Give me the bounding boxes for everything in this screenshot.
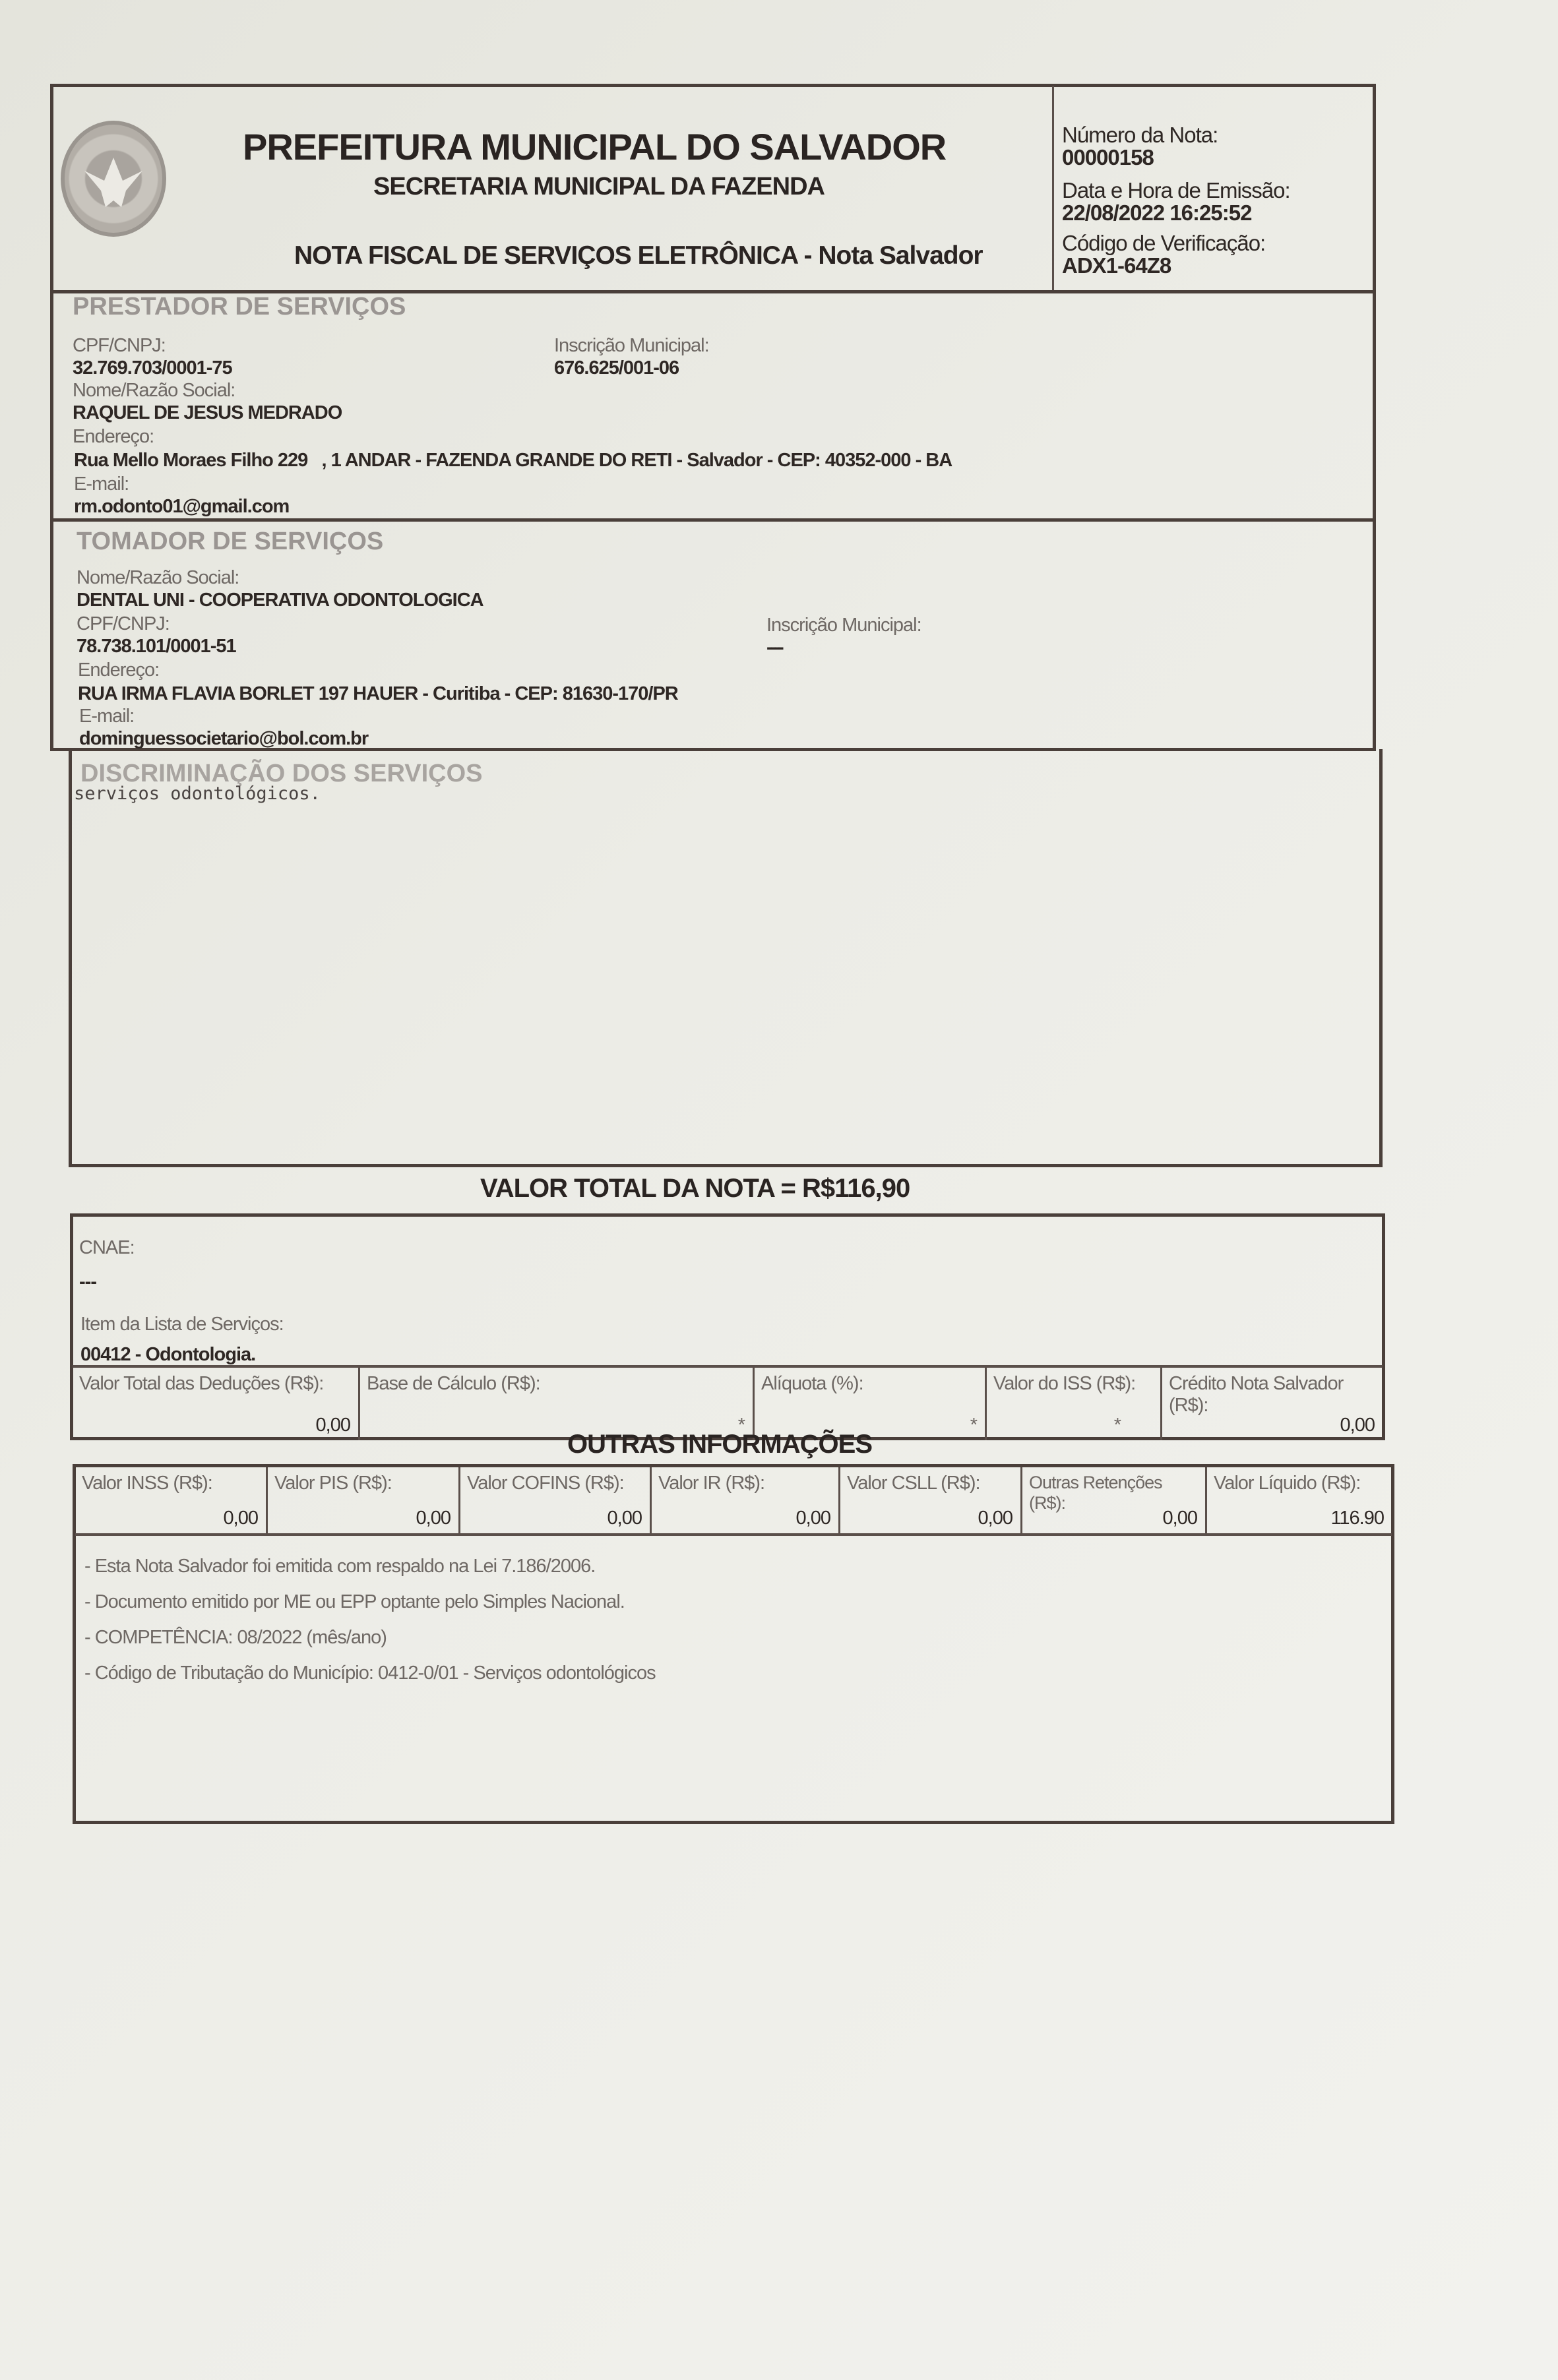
prestador-nome-label: Nome/Razão Social: bbox=[73, 380, 235, 401]
cell-value: * bbox=[1113, 1415, 1121, 1436]
outras-retencoes-cell bbox=[1022, 1467, 1207, 1533]
prestador-endereco-label: Endereço: bbox=[73, 426, 154, 447]
divider bbox=[50, 518, 1376, 522]
csll-cell bbox=[840, 1467, 1022, 1533]
prestador-nome: RAQUEL DE JESUS MEDRADO bbox=[73, 402, 342, 423]
cell-label: Valor Total das Deduções (R$): bbox=[79, 1373, 324, 1394]
header-divider bbox=[1052, 86, 1054, 291]
servico-values-row bbox=[73, 1365, 1383, 1440]
deducoes-cell bbox=[73, 1368, 360, 1440]
data-label: Data e Hora de Emissão: bbox=[1062, 178, 1290, 202]
cell-label: Valor do ISS (R$): bbox=[993, 1373, 1136, 1394]
outras-notes bbox=[84, 1548, 656, 1691]
tomador-cpf: 78.738.101/0001-51 bbox=[77, 636, 236, 657]
cell-value: 0,00 bbox=[223, 1508, 258, 1529]
note: - Código de Tributação do Município: 0412-0/01 - Serviços odontológicos bbox=[84, 1663, 656, 1684]
tomador-nome: DENTAL UNI - COOPERATIVA ODONTOLOGICA bbox=[77, 590, 483, 611]
valor-liquido-cell bbox=[1207, 1467, 1392, 1533]
note: - COMPETÊNCIA: 08/2022 (mês/ano) bbox=[84, 1627, 387, 1648]
tomador-email-label: E-mail: bbox=[79, 706, 135, 727]
pis-cell bbox=[268, 1467, 460, 1533]
tomador-nome-label: Nome/Razão Social: bbox=[77, 567, 239, 588]
doc-type: NOTA FISCAL DE SERVIÇOS ELETRÔNICA - Nota Salvador bbox=[294, 241, 983, 270]
ir-cell bbox=[652, 1467, 840, 1533]
cell-label: Valor CSLL (R$): bbox=[847, 1473, 980, 1494]
cell-label: Valor COFINS (R$): bbox=[467, 1473, 624, 1494]
page-title: PREFEITURA MUNICIPAL DO SALVADOR bbox=[243, 126, 947, 168]
cnae-label: CNAE: bbox=[79, 1237, 135, 1258]
prestador-email-label: E-mail: bbox=[74, 473, 129, 495]
outras-values-row bbox=[75, 1467, 1392, 1536]
cofins-cell bbox=[460, 1467, 652, 1533]
page-subtitle: SECRETARIA MUNICIPAL DA FAZENDA bbox=[373, 173, 825, 200]
tomador-endereco: RUA IRMA FLAVIA BORLET 197 HAUER - Curitiba - CEP: 81630-170/PR bbox=[78, 683, 678, 704]
item-lista-value: 00412 - Odontologia. bbox=[80, 1344, 256, 1365]
tomador-email: dominguessocietario@bol.com.br bbox=[79, 728, 369, 749]
discriminacao-title: DISCRIMINAÇÃO DOS SERVIÇOS bbox=[80, 760, 483, 787]
cell-value: * bbox=[737, 1415, 745, 1436]
prestador-email: rm.odonto01@gmail.com bbox=[74, 496, 290, 517]
tomador-title: TOMADOR DE SERVIÇOS bbox=[77, 528, 384, 555]
credito-cell bbox=[1162, 1368, 1383, 1440]
cell-label: Valor INSS (R$): bbox=[82, 1473, 212, 1494]
cell-label: Alíquota (%): bbox=[761, 1373, 863, 1394]
cell-label: Valor Líquido (R$): bbox=[1214, 1473, 1361, 1494]
cell-value: * bbox=[970, 1415, 977, 1436]
note: - Esta Nota Salvador foi emitida com respaldo na Lei 7.186/2006. bbox=[84, 1556, 596, 1577]
cell-value: 0,00 bbox=[978, 1508, 1013, 1529]
city-seal-icon bbox=[61, 121, 166, 237]
prestador-im: 676.625/001-06 bbox=[554, 357, 679, 379]
tomador-im-label: Inscrição Municipal: bbox=[766, 615, 921, 636]
numero-value: 00000158 bbox=[1062, 145, 1154, 169]
outras-title: OUTRAS INFORMAÇÕES bbox=[567, 1430, 872, 1459]
discriminacao-text: serviços odontológicos. bbox=[74, 783, 321, 804]
tomador-im: ---- bbox=[766, 637, 782, 658]
valor-total: VALOR TOTAL DA NOTA = R$116,90 bbox=[480, 1174, 910, 1203]
prestador-title: PRESTADOR DE SERVIÇOS bbox=[73, 293, 406, 320]
cell-value: 0,00 bbox=[315, 1415, 350, 1436]
codigo-label: Código de Verificação: bbox=[1062, 231, 1266, 255]
cell-label: Valor PIS (R$): bbox=[274, 1473, 392, 1494]
prestador-cpf: 32.769.703/0001-75 bbox=[73, 357, 232, 379]
cell-value: 0,00 bbox=[1162, 1508, 1197, 1529]
cell-label: Crédito Nota Salvador (R$): bbox=[1169, 1373, 1344, 1416]
cell-label: Base de Cálculo (R$): bbox=[367, 1373, 540, 1394]
cell-value: 0,00 bbox=[416, 1508, 451, 1529]
data-value: 22/08/2022 16:25:52 bbox=[1062, 200, 1252, 225]
numero-label: Número da Nota: bbox=[1062, 123, 1218, 147]
tomador-endereco-label: Endereço: bbox=[78, 659, 160, 681]
cell-value: 0,00 bbox=[607, 1508, 642, 1529]
cnae-value: --- bbox=[79, 1271, 96, 1293]
inss-cell bbox=[75, 1467, 268, 1533]
tomador-cpf-label: CPF/CNPJ: bbox=[77, 613, 170, 634]
cell-label: Valor IR (R$): bbox=[658, 1473, 765, 1494]
prestador-im-label: Inscrição Municipal: bbox=[554, 335, 709, 356]
prestador-endereco: Rua Mello Moraes Filho 229 , 1 ANDAR - FAZENDA GRANDE DO RETI - Salvador - CEP: 40352-000 - BA bbox=[74, 450, 952, 471]
cell-label: Outras Retenções (R$): bbox=[1029, 1473, 1162, 1513]
prestador-cpf-label: CPF/CNPJ: bbox=[73, 335, 166, 356]
cell-value: 116.90 bbox=[1330, 1508, 1384, 1529]
cell-value: 0,00 bbox=[795, 1508, 830, 1529]
valor-iss-cell bbox=[987, 1368, 1162, 1440]
codigo-value: ADX1-64Z8 bbox=[1062, 253, 1171, 278]
cell-value: 0,00 bbox=[1340, 1415, 1375, 1436]
note: - Documento emitido por ME ou EPP optante pelo Simples Nacional. bbox=[84, 1591, 625, 1612]
item-lista-label: Item da Lista de Serviços: bbox=[80, 1314, 284, 1335]
discriminacao-box bbox=[69, 749, 1383, 1167]
